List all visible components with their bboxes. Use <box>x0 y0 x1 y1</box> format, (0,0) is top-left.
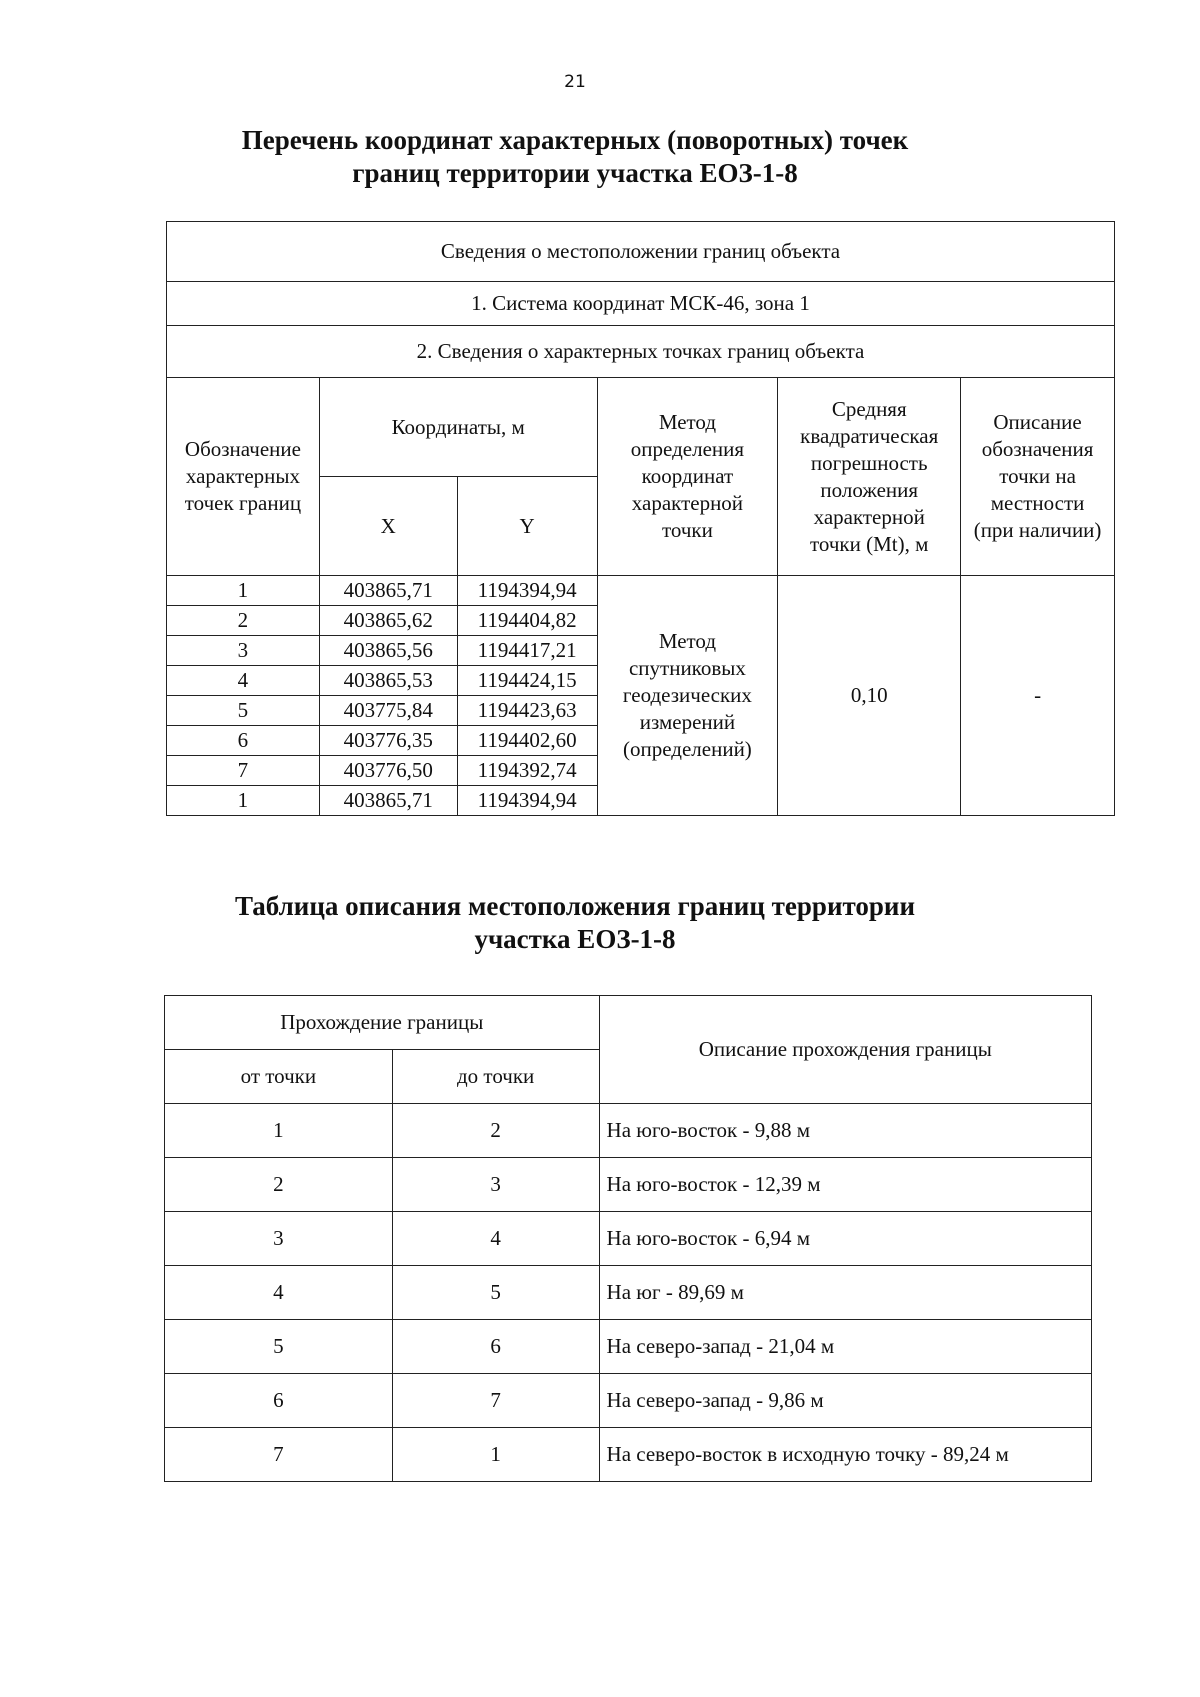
coordinates-title <box>0 124 1150 190</box>
coordinate-system-header: 1. Система координат МСК-46, зона 1 <box>167 282 1115 326</box>
table-row: 7 403776,50 1194392,74 <box>167 756 1115 786</box>
table-row: 7 1 На северо-восток в исходную точку - 89,24 м <box>165 1428 1092 1482</box>
table-row: 4 403865,53 1194424,15 <box>167 666 1115 696</box>
from-point-header: от точки <box>165 1050 393 1104</box>
error-header: Средняя квадратическая погрешность положения характерной точки (Mt), м <box>778 378 961 576</box>
table-row: 3 4 На юго-восток - 6,94 м <box>165 1212 1092 1266</box>
boundary-title-line2: участка ЕОЗ-1-8 <box>474 924 676 954</box>
coordinates-title-line1: Перечень координат характерных (поворотных) точек <box>241 125 909 155</box>
table-row: 2 403865,62 1194404,82 <box>167 606 1115 636</box>
designation-header: Обозначение характерных точек границ <box>167 378 320 576</box>
coords-header: Координаты, м <box>319 378 597 477</box>
error-value: 0,10 <box>778 576 961 816</box>
table-row: 5 6 На северо-запад - 21,04 м <box>165 1320 1092 1374</box>
page-number: 21 <box>564 72 586 92</box>
table-row: 6 7 На северо-запад - 9,86 м <box>165 1374 1092 1428</box>
coordinates-table <box>166 221 1115 816</box>
table-row: 1 403865,71 1194394,94 Метод спутниковых геодезических измерений (определений) 0,10 - <box>167 576 1115 606</box>
y-header: Y <box>457 477 597 576</box>
table-row: 4 5 На юг - 89,69 м <box>165 1266 1092 1320</box>
passage-header: Прохождение границы <box>165 996 600 1050</box>
points-header: 2. Сведения о характерных точках границ объекта <box>167 326 1115 378</box>
boundary-table <box>164 995 1092 1482</box>
table-row: 5 403775,84 1194423,63 <box>167 696 1115 726</box>
method-value: Метод спутниковых геодезических измерений (определений) <box>597 576 778 816</box>
coordinates-title-line2: границ территории участка ЕОЗ-1-8 <box>352 158 798 188</box>
boundary-title-line1: Таблица описания местоположения границ территории <box>234 891 916 921</box>
description-header: Описание обозначения точки на местности (при наличии) <box>961 378 1115 576</box>
table-row: 1 2 На юго-восток - 9,88 м <box>165 1104 1092 1158</box>
to-point-header: до точки <box>392 1050 599 1104</box>
table-row: 3 403865,56 1194417,21 <box>167 636 1115 666</box>
method-header: Метод определения координат характерной точки <box>597 378 778 576</box>
x-header: X <box>319 477 457 576</box>
boundary-description-title <box>0 890 1150 956</box>
info-header: Сведения о местоположении границ объекта <box>167 222 1115 282</box>
table-row: 2 3 На юго-восток - 12,39 м <box>165 1158 1092 1212</box>
description-value: - <box>961 576 1115 816</box>
table-row: 1 403865,71 1194394,94 <box>167 786 1115 816</box>
table-row: 6 403776,35 1194402,60 <box>167 726 1115 756</box>
passage-description-header: Описание прохождения границы <box>599 996 1091 1104</box>
